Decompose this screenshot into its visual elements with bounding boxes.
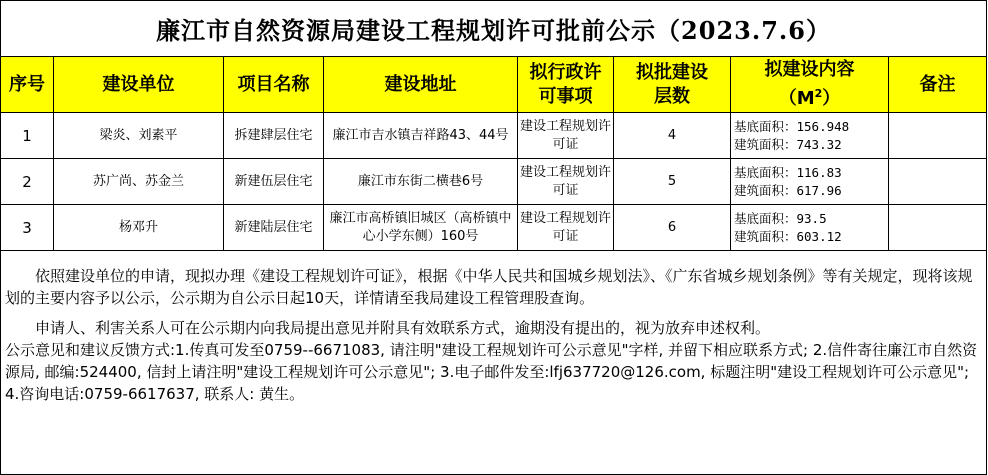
row-area bbox=[731, 159, 889, 205]
row-remark bbox=[889, 159, 987, 205]
header-floors-line1: 拟批建设 bbox=[636, 61, 708, 83]
notes-feedback: 公示意见和建议反馈方式:1.传真可发至0759--6671083, 请注明"建设工程规划许可公示意见"字样, 并留下相应联系方式; 2.信件寄往廉江市自然资源局, 邮编:524400, 信封上请注明"建设工程规划许可公示意见"; 3.电子邮件发至:lfj637720@126.com, 标题注明"建设工程规划许可公示意见"; 4.咨询电话:0759-6617637, 联系人: 黄生。 bbox=[5, 341, 978, 403]
row-permit: 建设工程规划许可证 bbox=[518, 113, 614, 159]
header-floors-line2: 层数 bbox=[654, 85, 690, 107]
row-base-area: 基底面积：156.948 bbox=[734, 118, 850, 134]
row-project: 新建伍层住宅 bbox=[224, 159, 324, 205]
row-remark bbox=[889, 205, 987, 251]
row-build-area: 建筑面积：743.32 bbox=[734, 136, 842, 152]
row-no: 2 bbox=[1, 159, 54, 205]
row-unit: 苏广尚、苏金兰 bbox=[54, 159, 224, 205]
notes-rights: 申请人、利害关系人可在公示期内向我局提出意见并附具有效联系方式，逾期没有提出的，视为放弃申述权利。 bbox=[35, 319, 771, 337]
header-remark: 备注 bbox=[889, 57, 987, 113]
header-content-unit-pre: （M bbox=[778, 88, 815, 109]
page-title: 廉江市自然资源局建设工程规划许可批前公示（2023.7.6） bbox=[1, 1, 987, 57]
row-floors: 4 bbox=[614, 113, 731, 159]
row-permit: 建设工程规划许可证 bbox=[518, 205, 614, 251]
row-unit: 杨邓升 bbox=[54, 205, 224, 251]
header-content-line1: 拟建设内容 bbox=[764, 59, 855, 80]
row-permit: 建设工程规划许可证 bbox=[518, 159, 614, 205]
header-content-unit bbox=[779, 88, 841, 109]
header-content-unit-post: ） bbox=[822, 88, 841, 109]
table-row bbox=[1, 159, 987, 205]
row-build-area: 建筑面积：617.96 bbox=[734, 182, 842, 198]
header-permit-line2: 可事项 bbox=[538, 85, 593, 107]
header-floors bbox=[614, 57, 731, 113]
row-address: 廉江市高桥镇旧城区（高桥镇中心小学东侧）160号 bbox=[324, 205, 518, 251]
row-area bbox=[731, 205, 889, 251]
row-area bbox=[731, 113, 889, 159]
table-row bbox=[1, 113, 987, 159]
header-content bbox=[731, 57, 889, 113]
row-no: 3 bbox=[1, 205, 54, 251]
row-address: 廉江市东街二横巷6号 bbox=[324, 159, 518, 205]
table-header-row bbox=[1, 57, 987, 113]
header-permit bbox=[518, 57, 614, 113]
notes-basis: 依照建设单位的申请，现拟办理《建设工程规划许可证》，根据《中华人民共和国城乡规划法》、《广东省城乡规划条例》等有关规定，现将该规划的主要内容予以公示，公示期为自公示日起10天，详情请至我局建设工程管理股查询。 bbox=[5, 267, 973, 307]
row-build-area: 建筑面积：603.12 bbox=[734, 228, 842, 244]
header-unit: 建设单位 bbox=[54, 57, 224, 113]
row-floors: 5 bbox=[614, 159, 731, 205]
header-permit-line1: 拟行政许 bbox=[529, 61, 602, 83]
row-project: 新建陆层住宅 bbox=[224, 205, 324, 251]
row-remark bbox=[889, 113, 987, 159]
table-row bbox=[1, 205, 987, 251]
row-project: 拆建肆层住宅 bbox=[224, 113, 324, 159]
row-address: 廉江市吉水镇吉祥路43、44号 bbox=[324, 113, 518, 159]
row-floors: 6 bbox=[614, 205, 731, 251]
header-content-unit-sup: 2 bbox=[814, 87, 823, 100]
row-base-area: 基底面积：93.5 bbox=[734, 210, 827, 226]
header-project: 项目名称 bbox=[224, 57, 324, 113]
row-base-area: 基底面积：116.83 bbox=[734, 164, 842, 180]
notice-notes bbox=[1, 251, 987, 475]
header-seq: 序号 bbox=[1, 57, 54, 113]
row-unit: 梁炎、刘素平 bbox=[54, 113, 224, 159]
header-address: 建设地址 bbox=[324, 57, 518, 113]
row-no: 1 bbox=[1, 113, 54, 159]
